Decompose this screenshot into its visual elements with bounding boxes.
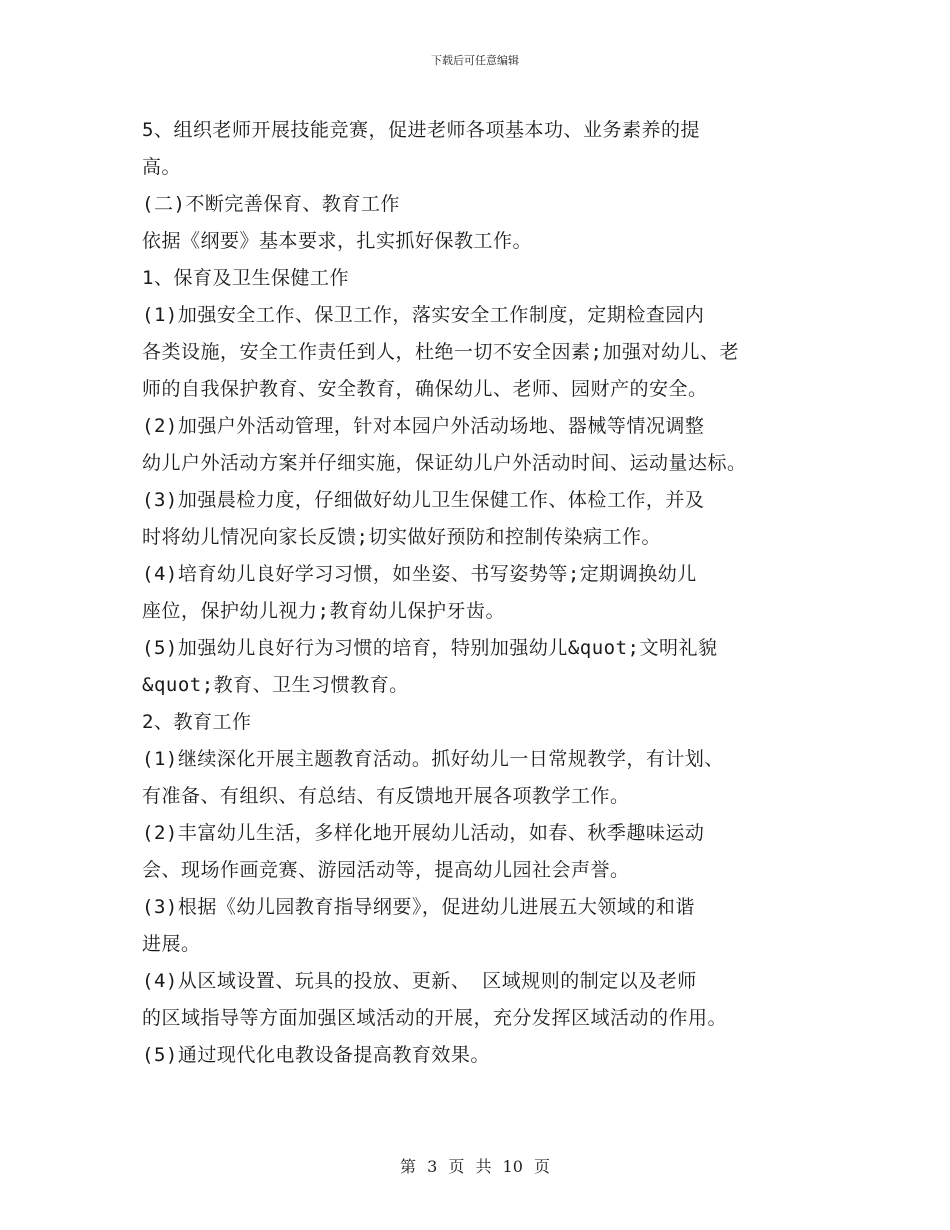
text-line: &quot;教育、卫生习惯教育。 bbox=[142, 674, 409, 696]
text-line: 有准备、有组织、有总结、有反馈地开展各项教学工作。 bbox=[142, 785, 630, 807]
text-line: (4)培育幼儿良好学习习惯，如坐姿、书写姿势等;定期调换幼儿 bbox=[142, 563, 697, 585]
text-line: (3)加强晨检力度，仔细做好幼儿卫生保健工作、体检工作，并及 bbox=[142, 489, 705, 511]
body-text bbox=[142, 112, 822, 1074]
text-line: (2)丰富幼儿生活，多样化地开展幼儿活动，如春、秋季趣味运动 bbox=[142, 822, 705, 844]
text-line: (3)根据《幼儿园教育指导纲要》，促进幼儿进展五大领域的和谐 bbox=[142, 896, 695, 918]
text-line: 高。 bbox=[142, 156, 182, 178]
text-line: (1)继续深化开展主题教育活动。抓好幼儿一日常规教学，有计划、 bbox=[142, 748, 724, 770]
text-line: 座位，保护幼儿视力;教育幼儿保护牙齿。 bbox=[142, 600, 505, 622]
text-line: 时将幼儿情况向家长反馈;切实做好预防和控制传染病工作。 bbox=[142, 526, 661, 548]
page-header: 下载后可任意编辑 bbox=[431, 54, 519, 67]
text-line: 5、组织老师开展技能竞赛，促进老师各项基本功、业务素养的提 bbox=[142, 119, 700, 141]
text-line: 进展。 bbox=[142, 933, 201, 955]
text-line: 幼儿户外活动方案并仔细实施，保证幼儿户外活动时间、运动量达标。 bbox=[142, 452, 747, 474]
subsection-heading: 2、教育工作 bbox=[142, 711, 252, 733]
text-line: 师的自我保护教育、安全教育，确保幼儿、老师、园财产的安全。 bbox=[142, 378, 708, 400]
text-line: (4)从区域设置、玩具的投放、更新、 区域规则的制定以及老师 bbox=[142, 970, 697, 992]
text-line: (5)通过现代化电教设备提高教育效果。 bbox=[142, 1044, 490, 1066]
text-line: (5)加强幼儿良好行为习惯的培育，特别加强幼儿&quot;文明礼貌 bbox=[142, 637, 718, 659]
page-footer: 第 3 页 共 10 页 bbox=[400, 1157, 550, 1176]
text-line: (2)加强户外活动管理，针对本园户外活动场地、器械等情况调整 bbox=[142, 415, 705, 437]
text-line: 的区域指导等方面加强区域活动的开展，充分发挥区域活动的作用。 bbox=[142, 1007, 728, 1029]
text-line: 依据《纲要》基本要求，扎实抓好保教工作。 bbox=[142, 230, 533, 252]
text-line: 会、现场作画竞赛、游园活动等，提高幼儿园社会声誉。 bbox=[142, 859, 630, 881]
text-line: 各类设施，安全工作责任到人，杜绝一切不安全因素;加强对幼儿、老 bbox=[142, 341, 739, 363]
text-line: (1)加强安全工作、保卫工作，落实安全工作制度，定期检查园内 bbox=[142, 304, 705, 326]
subsection-heading: 1、保育及卫生保健工作 bbox=[142, 267, 349, 289]
section-heading: (二)不断完善保育、教育工作 bbox=[142, 193, 400, 215]
